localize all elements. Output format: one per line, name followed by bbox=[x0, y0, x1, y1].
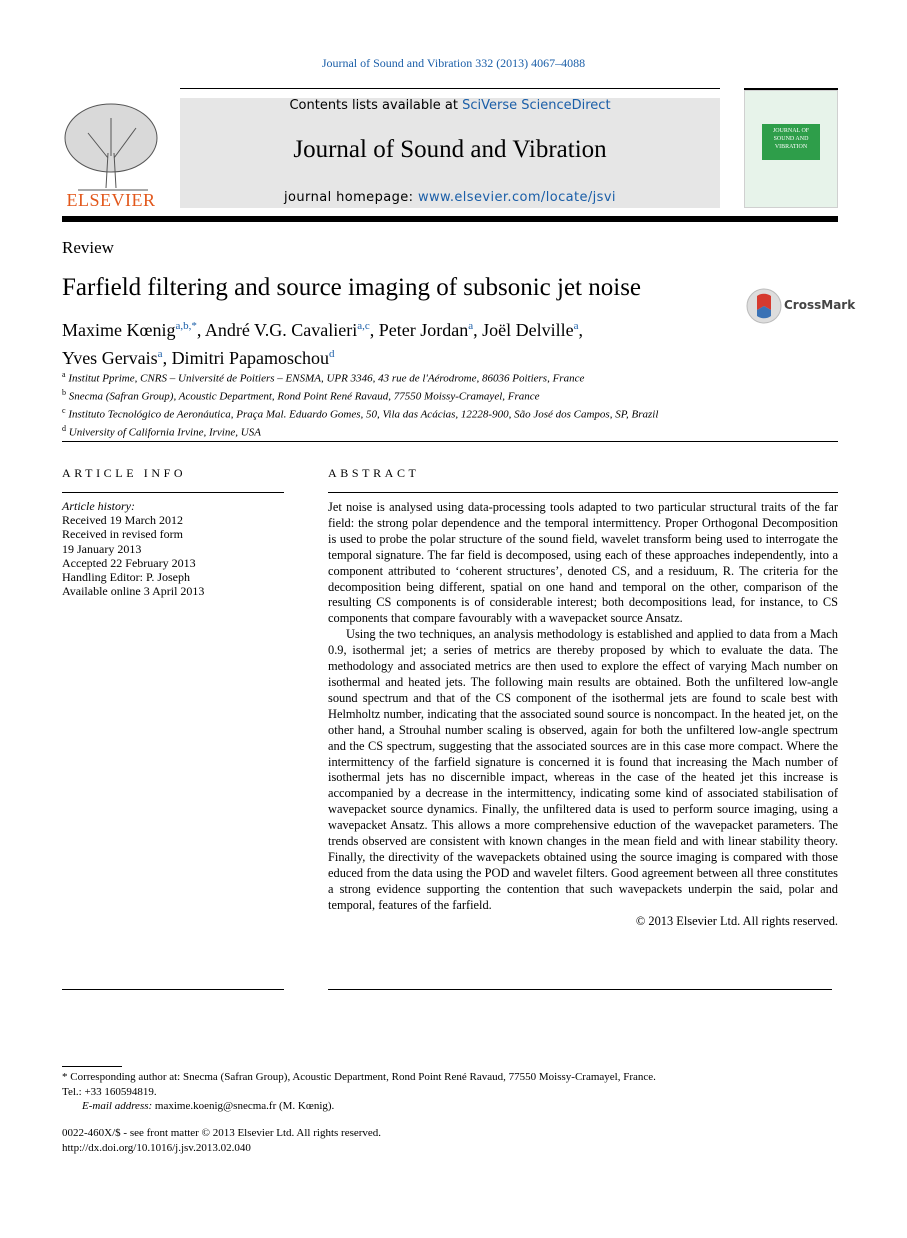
author-list: Maxime Kœnig$^{a,b,*}$, André V.G. Cavalieri$^{a,c}$, Peter Jordan$^a$, Joël Delville$^a$, Yves Gervais$^a$, Dimitri Papamoschou$^d$ bbox=[62, 320, 583, 368]
abstract-paragraph: Using the two techniques, an analysis methodology is established and applied to data from a Mach 0.9, isothermal jet; a series of metrics are thereby proposed by which to evaluate the data. The methodology and associated metrics are then used to explore the effect of varying Mach number on isothermal and heated jets. The following main results are obtained. Both the unfiltered low-angle sound spectrum and that of the CS component of the isothermal jets are found to scale best with Helmholtz number, indicating that the associated sound source is noncompact. In the heated jet, on the other hand, a Strouhal number scaling is observed, again for both the unfiltered low-angle spectrum and the CS spectrum, suggesting that the associated sources are in this case more compact. Where the intermittency of the farfield signature is concerned it is found that increasing the Mach number of isothermal jets has no discernible impact, whereas in the case of the heated jet this increase is accompanied by a decrease in the intermittency, indicating some kind of associated stabilisation of wavepacket source dynamics. Finally, the unfiltered data is used to perform source imaging, using a wavepacket Ansatz. This allows a more comprehensive eduction of the wavepacket parameters. The trends observed are consistent with known changes in the mean field and with linear stability theory. Finally, the directivity of the wavepackets obtained using the source imaging is compared with those educed from the data using the POD and wavelet filters. Good agreement between all three constitutes a strong evidence supporting the contention that such wavepackets underpin the said, polar and temporal, features of the farfield. bbox=[328, 627, 838, 912]
crossmark-label[interactable]: CrossMark bbox=[784, 298, 856, 312]
issn-line: 0022-460X/$ - see front matter © 2013 Elsevier Ltd. All rights reserved. bbox=[62, 1127, 382, 1139]
journal-citation[interactable]: Journal of Sound and Vibration 332 (2013) 4067–4088 bbox=[321, 56, 586, 70]
elsevier-wordmark[interactable]: ELSEVIER bbox=[66, 190, 156, 210]
article-info-heading: ARTICLE INFO bbox=[62, 466, 187, 480]
affiliation: $^b$ Snecma (Safran Group), Acoustic Department, Rond Point René Ravaud, 77550 Moissy-Cramayel, France bbox=[62, 388, 540, 403]
abstract-heading: ABSTRACT bbox=[328, 466, 420, 480]
paper-title: Farfield filtering and source imaging of subsonic jet noise bbox=[62, 274, 642, 301]
author[interactable]: Joël Delville$^a$ bbox=[482, 320, 579, 340]
affiliation: $^c$ Instituto Tecnológico de Aeronáutica, Praça Mal. Eduardo Gomes, 50, Vila das Acácias, 12228-900, São José dos Campos, SP, Brazil bbox=[62, 406, 659, 421]
abstract-body bbox=[328, 500, 838, 929]
affiliation-rule bbox=[62, 441, 838, 442]
history-item: Received in revised form bbox=[62, 527, 183, 542]
affiliation: $^d$ University of California Irvine, Irvine, USA bbox=[62, 424, 261, 440]
homepage-link[interactable]: www.elsevier.com/locate/jsvi bbox=[417, 190, 616, 205]
homepage-prefix: journal homepage: bbox=[284, 190, 418, 205]
footnotes bbox=[62, 1070, 842, 1114]
author[interactable]: Maxime Kœnig$^{a,b,*}$ bbox=[62, 320, 197, 340]
article-type: Review bbox=[62, 238, 114, 257]
history-item: Handling Editor: P. Joseph bbox=[62, 570, 190, 585]
article-history bbox=[62, 499, 284, 598]
header-top-rule bbox=[180, 88, 720, 89]
page-footer bbox=[62, 1126, 562, 1155]
telephone-note: Tel.: +33 160594819. bbox=[62, 1085, 157, 1098]
corresponding-author-note: * Corresponding author at: Snecma (Safran Group), Acoustic Department, Rond Point René Ravaud, 77550 Moissy-Cramayel, France. bbox=[62, 1071, 656, 1083]
footnote-rule bbox=[62, 1066, 122, 1067]
affiliation: $^a$ Institut Pprime, CNRS – Université de Poitiers – ENSMA, UPR 3346, 43 rue de l'Aérodrome, 86036 Poitiers, France bbox=[62, 370, 585, 385]
affiliation-list bbox=[62, 368, 822, 441]
header-thick-rule bbox=[62, 216, 838, 222]
email-note bbox=[62, 1099, 842, 1114]
contents-line bbox=[180, 98, 720, 113]
contents-prefix: Contents lists available at bbox=[289, 98, 463, 113]
journal-name: Journal of Sound and Vibration bbox=[293, 136, 607, 163]
email-address[interactable]: maxime.koenig@snecma.fr (M. Kœnig). bbox=[152, 1100, 335, 1112]
homepage-line bbox=[180, 190, 720, 205]
history-title: Article history: bbox=[62, 499, 135, 513]
author[interactable]: Peter Jordan$^a$ bbox=[378, 320, 474, 340]
article-info-rule bbox=[62, 492, 284, 493]
sciencedirect-link[interactable]: SciVerse ScienceDirect bbox=[462, 98, 611, 113]
abstract-rule bbox=[328, 492, 838, 493]
copyright: © 2013 Elsevier Ltd. All rights reserved. bbox=[635, 913, 838, 928]
article-info-bottom-rule bbox=[62, 989, 284, 990]
author[interactable]: Dimitri Papamoschou$^d$ bbox=[171, 348, 335, 368]
doi-link[interactable]: http://dx.doi.org/10.1016/j.jsv.2013.02.040 bbox=[62, 1141, 251, 1154]
email-label: E-mail address: bbox=[82, 1100, 153, 1112]
history-item: Accepted 22 February 2013 bbox=[62, 555, 196, 570]
history-item: Received 19 March 2012 bbox=[62, 513, 183, 528]
history-item: Available online 3 April 2013 bbox=[62, 584, 205, 599]
author[interactable]: André V.G. Cavalieri$^{a,c}$ bbox=[204, 320, 370, 340]
author[interactable]: Yves Gervais$^a$ bbox=[62, 348, 163, 368]
journal-cover-title: JOURNAL OF SOUND AND VIBRATION bbox=[762, 124, 820, 160]
abstract-bottom-rule bbox=[328, 989, 832, 990]
history-item: 19 January 2013 bbox=[62, 541, 142, 556]
abstract-paragraph: Jet noise is analysed using data-processing tools adapted to two particular structural traits of the far field: the strong polar dependence and the temporal intermittency. Proper Orthogonal Decomposition is used to probe the polar structure of the sound field, wavelet transform being used to interrogate the temporal signature. The far field is decomposed, using each of these approaches independently, into a component attributed to ‘coherent structures’, denoted CS, and a residuum, R. The criteria for the decomposition being different, spatial on one hand and temporal on the other, comparison of the resulting CS components is of considerable interest; both decompositions lead, for instance, to CS components that compare favourably with a wavepacket source Ansatz. bbox=[328, 500, 838, 626]
crossmark-icon[interactable] bbox=[746, 288, 782, 324]
